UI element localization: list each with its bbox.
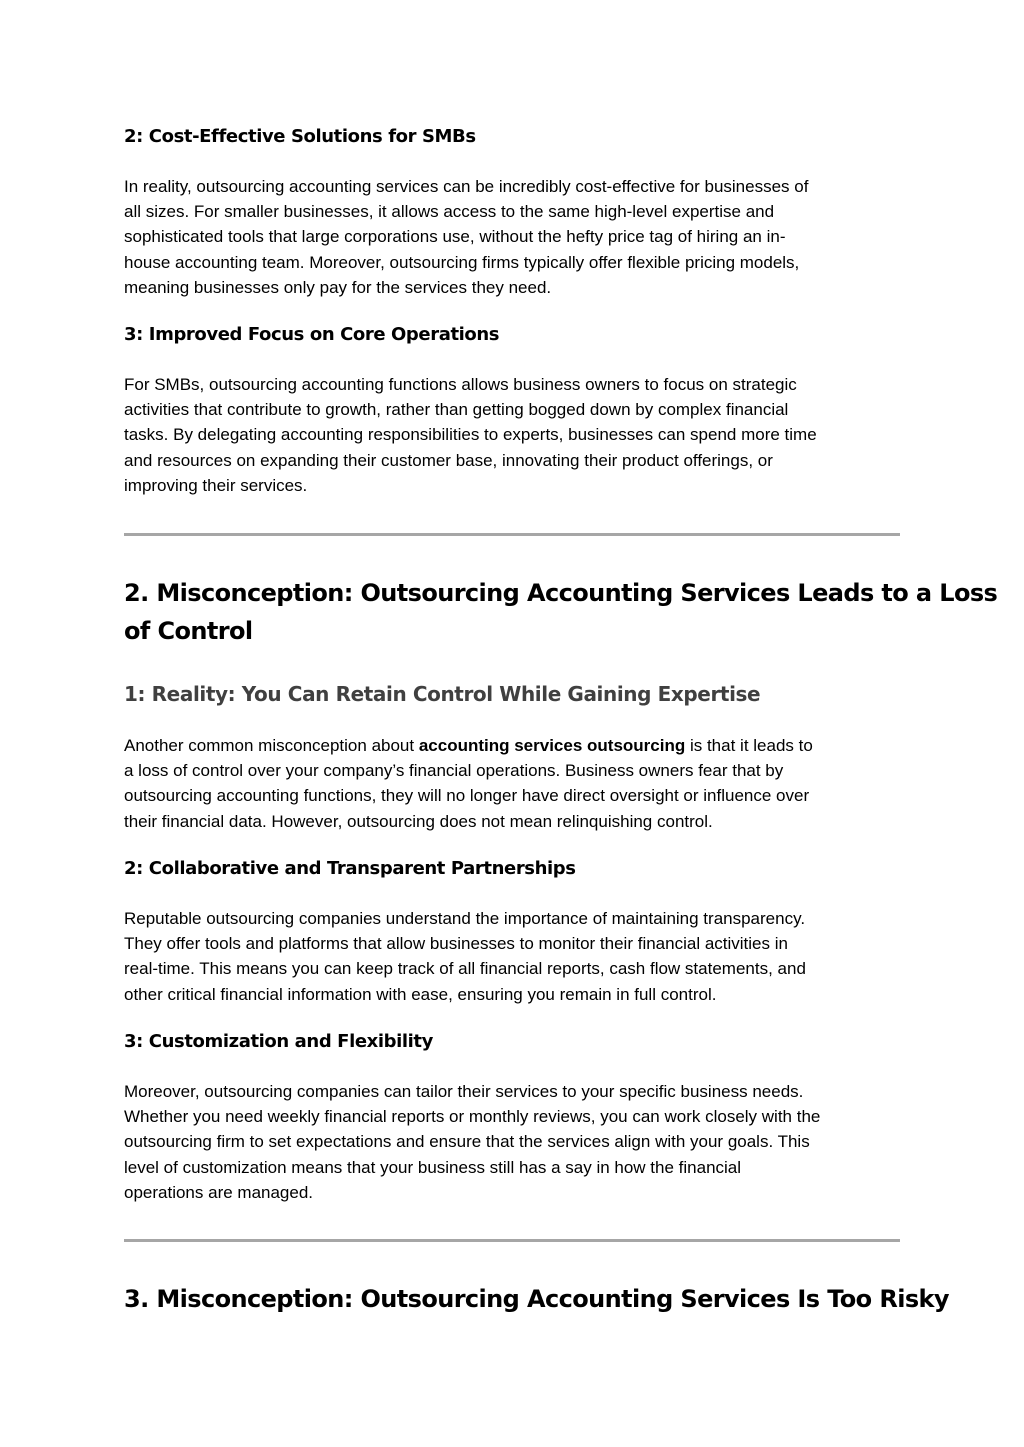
- text-line: [124, 733, 900, 758]
- text-line: sophisticated tools that large corporations use, without the hefty price tag of hiring an in-: [124, 227, 786, 247]
- horizontal-divider: [124, 1239, 900, 1242]
- text-line: improving their services.: [124, 475, 308, 495]
- horizontal-divider: [124, 533, 900, 536]
- section-title-too-risky: [124, 1280, 949, 1318]
- text-line: tasks. By delegating accounting responsibilities to experts, businesses can spend more time: [124, 425, 817, 445]
- title-line: 2. Misconception: Outsourcing Accounting Services Leads to a Loss: [124, 579, 998, 607]
- text-line: house accounting team. Moreover, outsourcing firms typically offer flexible pricing models,: [124, 252, 800, 272]
- paragraph-collaborative: [124, 906, 900, 1007]
- text-run: Another common misconception about: [124, 736, 419, 755]
- paragraph-customization: [124, 1079, 900, 1205]
- paragraph-cost-effective: [124, 174, 900, 300]
- text-line: Moreover, outsourcing companies can tailor their services to your specific business needs.: [124, 1082, 804, 1101]
- heading-customization: 3: Customization and Flexibility: [124, 1031, 433, 1052]
- subheading-retain-control: 1: Reality: You Can Retain Control While Gaining Expertise: [124, 682, 761, 706]
- text-line: other critical financial information with ease, ensuring you remain in full control.: [124, 984, 717, 1004]
- text-line: meaning businesses only pay for the services they need.: [124, 277, 552, 297]
- text-line: In reality, outsourcing accounting services can be incredibly cost-effective for businesses of: [124, 177, 809, 196]
- text-line: all sizes. For smaller businesses, it allows access to the same high-level expertise and: [124, 202, 775, 222]
- paragraph-improved-focus: [124, 372, 900, 498]
- text-line: operations are managed.: [124, 1182, 314, 1202]
- text-line: and resources on expanding their customer base, innovating their product offerings, or: [124, 450, 773, 470]
- section-title-loss-of-control: [124, 574, 998, 650]
- text-line: Reputable outsourcing companies understand the importance of maintaining transparency.: [124, 909, 806, 928]
- heading-cost-effective: 2: Cost-Effective Solutions for SMBs: [124, 126, 476, 147]
- text-line: They offer tools and platforms that allow businesses to monitor their financial activities in: [124, 934, 788, 954]
- heading-improved-focus: 3: Improved Focus on Core Operations: [124, 324, 500, 345]
- text-run: is that it leads to: [685, 736, 813, 755]
- text-line: outsourcing accounting functions, they will no longer have direct oversight or influence over: [124, 786, 810, 806]
- text-line: level of customization means that your business still has a say in how the financial: [124, 1157, 742, 1177]
- bold-keyword: accounting services outsourcing: [418, 736, 686, 755]
- text-line: For SMBs, outsourcing accounting functions allows business owners to focus on strategic: [124, 375, 797, 394]
- text-line: Whether you need weekly financial reports or monthly reviews, you can work closely with the: [124, 1107, 821, 1127]
- text-line: outsourcing firm to set expectations and ensure that the services align with your goals. This: [124, 1132, 810, 1152]
- text-line: their financial data. However, outsourcing does not mean relinquishing control.: [124, 811, 713, 831]
- text-line: activities that contribute to growth, rather than getting bogged down by complex financial: [124, 400, 789, 420]
- title-line: 3. Misconception: Outsourcing Accounting Services Is Too Risky: [124, 1285, 949, 1313]
- text-line: real-time. This means you can keep track of all financial reports, cash flow statements, and: [124, 959, 806, 979]
- title-line: of Control: [124, 617, 253, 645]
- text-line: a loss of control over your company’s financial operations. Business owners fear that by: [124, 761, 784, 781]
- paragraph-retain-control: [124, 733, 900, 834]
- heading-collaborative: 2: Collaborative and Transparent Partnerships: [124, 858, 576, 879]
